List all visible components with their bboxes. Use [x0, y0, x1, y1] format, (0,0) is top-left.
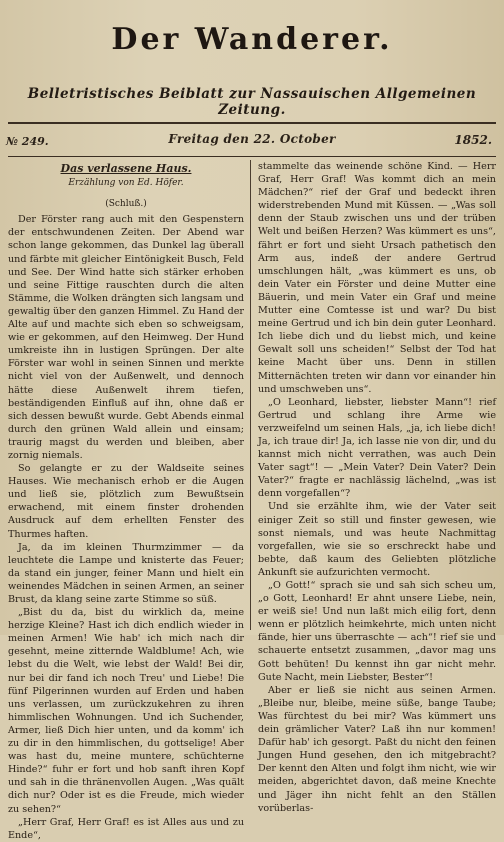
paragraph: „Bist du da, bist du wirklich da, meine herzige Kleine? Hast ich dich endlich wieder in meinen Armen! Wie hab' ich mich nach dir gesehnt, meine zitternde Waldblume! Ach, wie lebst du die Welt, wie lebst der Wald! Bei dir, nur bei dir fand ich noch Treu' und Liebe! Die fünf Pilgerinnen wurden auf Erden und haben uns verlassen, um zurückzukehren zu ihren himmlischen Wohnungen. Und ich Suchender, Armer, ließ Dich hier unten, und da komm' ich zu dir in den himmlischen, du gottselige! Aber was hast du, meine muntere, schüchterne Hinde?“ fuhr er fort und hob sanft ihren Kopf und sah in die thränenvollen Augen. „Was quält dich nur? Oder ist es die Freude, mich wieder zu sehen?“	[8, 607, 244, 815]
column-divider	[250, 160, 251, 630]
paragraph: Und sie erzählte ihm, wie der Vater seit einiger Zeit so still und finster gewesen, wie sonst niemals, und was heute Nachmittag vorgefallen, wie sie so erschreckt habe und bebte, daß kaum des Geliebten plötzliche Ankunft sie aufzurichten vermocht.	[258, 501, 496, 578]
paragraph: stammelte das weinende schöne Kind. — Herr Graf, Herr Graf! Was kommt dich an mein Mädchen?“ rief der Graf und bedeckt ihren widerstrebenden Mund mit Küssen. — „Was soll denn der Staub zwischen uns und der trüben Welt und beißen Herzen? Was kümmert es uns“, fährt er fort und sieht Ursach pathetisch den Arm aus, indeß der andere Gertrud umschlungen hält, „was kümmert es uns, ob dein Vater ein Förster und deine Mutter eine Bäuerin, und mein Vater ein Graf und meine Mutter eine Comtesse ist und war? Du bist meine Gertrud und ich bin dein guter Leonhard. Ich liebe dich und du liebst mich, und keine Gewalt soll uns scheiden!“ Selbst der Tod hat keine Macht über uns. Denn in stillen Mitternächten treten wir dann vor einander hin und umschweben uns“.	[258, 161, 496, 395]
paragraph: „O Gott!“ sprach sie und sah sich scheu um, „o Gott, Leonhard! Er ahnt unsere Liebe, nein, er weiß sie! Und nun laßt mich eilig fort, denn wenn er plötzlich heimkehrte, mich unten nicht fände, hier uns überraschte — ach“! rief sie und schauerte entsetzt zusammen, „davor mag uns Gott behüten! Du kennst ihn gar nicht mehr. Gute Nacht, mein Liebster, Bester“!	[258, 580, 496, 683]
issue-year: 1852.	[454, 133, 492, 147]
paragraph: Ja, da im kleinen Thurmzimmer — da leuchtete die Lampe und knisterte das Feuer; da stand ein junger, feiner Mann und hielt ein weinendes Mädchen in seinen Armen, an seiner Brust, da klang seine zarte Stimme so süß.	[8, 541, 244, 605]
left-column	[8, 160, 244, 841]
right-column	[258, 160, 496, 814]
masthead-subtitle: Belletristisches Beiblatt zur Nassauischen Allgemeinen Zeitung.	[27, 86, 477, 118]
paragraph: Aber er ließ sie nicht aus seinen Armen. „Bleibe nur, bleibe, meine süße, bange Taube; Was fürchtest du bei mir? Was kümmert uns dein grämlicher Vater? Laß ihn nur kommen! Dafür hab' ich gesorgt. Paßt du nicht den feinen Jungen Hund gesehen, den ich mitgebracht? Der kennt den Alten und folgt ihm nicht, wie wir meiden, abgerichtet davon, daß meine Knechte und Jäger ihn nicht fehlt an den Ställen vorüberlas-	[258, 684, 496, 814]
paragraph: So gelangte er zu der Waldseite seines Hauses. Wie mechanisch erhob er die Augen und ließ sie, plötzlich zum Bewußtsein erwachend, mit einem finster drohenden Ausdruck auf dem erhellten Fenster des Thurmes haften.	[8, 463, 244, 540]
story-byline: Erzählung von Ed. Höfer.	[68, 178, 184, 189]
masthead-title: Der Wanderer.	[111, 22, 393, 57]
story-continuation: (Schluß.)	[105, 199, 147, 210]
issue-date: Freitag den 22. October	[168, 132, 336, 146]
issue-number: № 249.	[6, 135, 49, 148]
paragraph: „O Leonhard, liebster, liebster Mann“! rief Gertrud und schlang ihre Arme wie verzweifelnd um seinen Hals, „ja, ich liebe dich! Ja, ich traue dir! Ja, ich lasse nie von dir, und du kannst mich nicht verrathen, was auch Dein Vater sagt“! — „Mein Vater? Dein Vater? Dein Vater?“ fragte er nachlässig lächelnd, „was ist denn vorgefallen“?	[258, 396, 496, 500]
paragraph: „Herr Graf, Herr Graf! es ist Alles aus und zu Ende“,	[8, 816, 244, 841]
paragraph: Der Förster rang auch mit den Gespenstern der entschwundenen Zeiten. Der Abend war schon lange gekommen, das Dunkel lag überall und färbte mit gleicher Eintönigkeit Busch, Feld und See. Der Wind hatte sich stärker erhoben und seine Fittige rauschten durch die alten Stämme, die Wolken drängten sich langsam und gewaltig über den ganzen Himmel. Zu Hand der Alte auf und machte sich eben so schweigsam, wie er gekommen, auf den Heimweg. Der Hund umkreiste ihn in lustigen Sprüngen. Der alte Förster war wohl in seinen Sinnen und merkte nicht viel von der Außenwelt, und dennoch hätte diese Außenwelt ihrem tiefen, beständigenden Einfluß auf ihn, ohne daß er sich dessen bewußt wurde. Gebt Abends einmal durch den grünen Wald allein und einsam; traurig magst du werden und bleiben, aber zornig niemals.	[8, 214, 244, 461]
masthead-rule	[8, 122, 496, 124]
dateline-rule	[8, 156, 496, 157]
story-title: Das verlassene Haus.	[60, 162, 192, 175]
